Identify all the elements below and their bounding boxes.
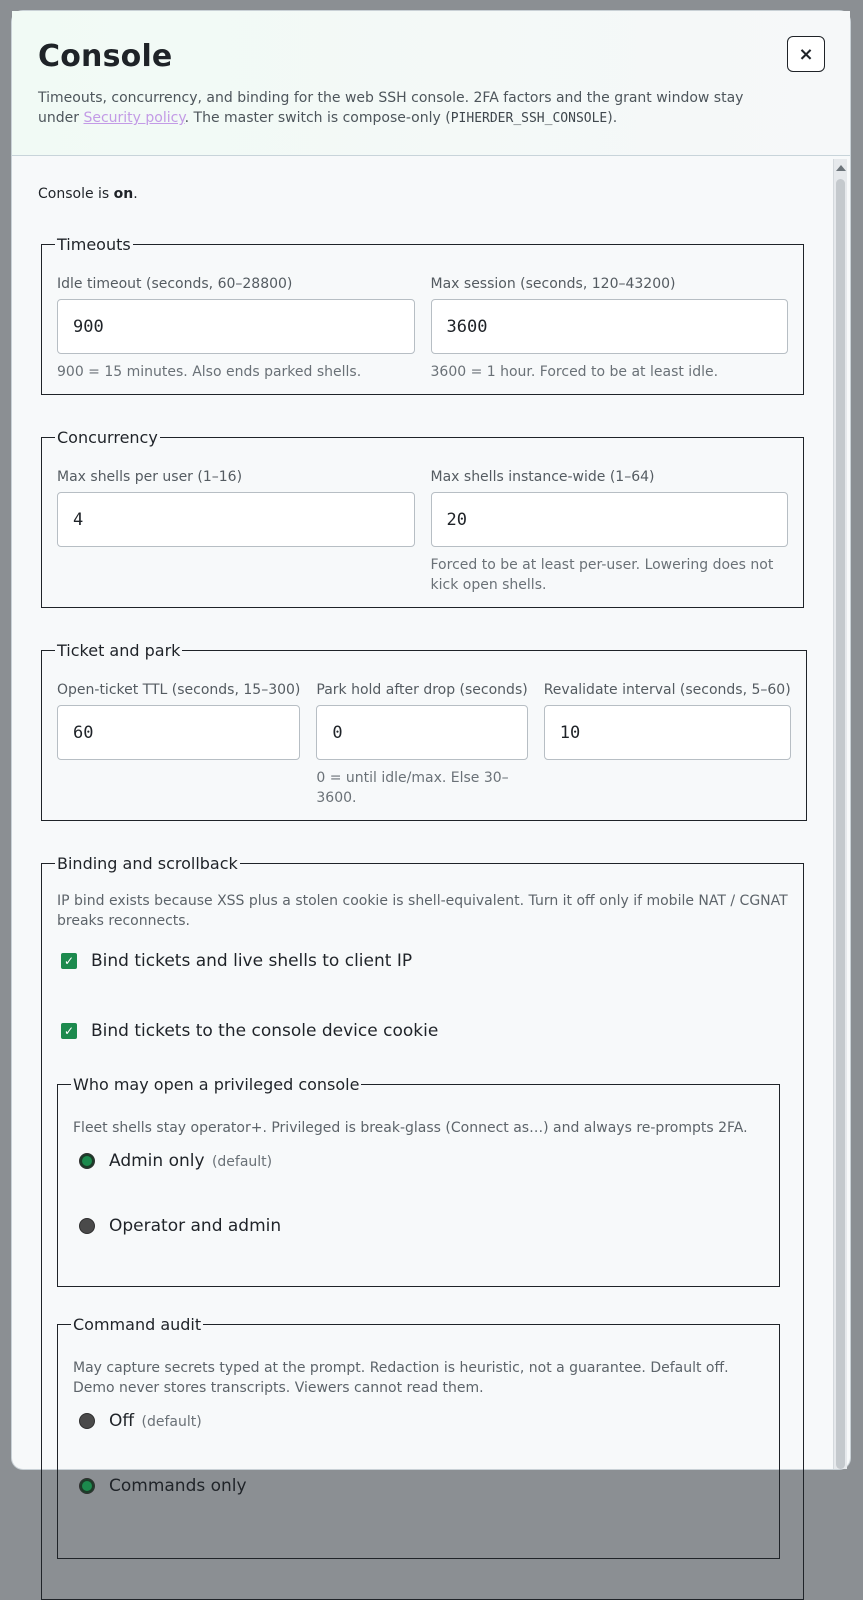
shells-instance-input[interactable]: 20 [431,492,789,547]
radio-unselected-icon [79,1413,95,1429]
binding-section: Binding and scrollback IP bind exists because XSS plus a stolen cookie is shell-equivalent. Turn it off only if mobile NAT / CGNAT breaks reconnects. ✓ Bind tickets and live shells to client IP ✓ Bind tickets to the console device cookie Who may open a privileged console Fleet shells stay operator+. Privileged is break-glass (Connect as…) and always re-prompts 2FA. Admin only (default) Operator and admin Command audit May capture secrets typed at the prompt. Redaction is heuristic, not a guarantee. Default off. Demo never stores transcripts. Viewers cannot read them. Off (default) Commands only [41,854,804,1600]
revalidate-input[interactable]: 10 [544,705,791,760]
radio-selected-icon [79,1153,95,1169]
checkmark-icon: ✓ [61,1023,77,1039]
dialog-scrollbar[interactable] [833,159,847,1469]
timeouts-section [41,235,804,395]
max-session-field: Max session (seconds, 120–43200) 3600 3600 = 1 hour. Forced to be at least idle. [431,276,789,382]
shells-instance-field: Max shells instance-wide (1–64) 20 Forced to be at least per-user. Lowering does not kick open shells. [431,469,789,595]
close-icon: × [798,43,814,65]
bind-cookie-checkbox[interactable]: ✓ Bind tickets to the console device cookie [61,1017,788,1045]
console-status-value: on [113,186,134,202]
ticket-park-section [41,641,807,821]
revalidate-field: Revalidate interval (seconds, 5–60) 10 [544,682,791,808]
shells-per-user-input[interactable]: 4 [57,492,415,547]
privileged-legend: Who may open a privileged console [73,1075,360,1094]
scroll-up-icon[interactable] [836,165,846,171]
radio-admin-only[interactable]: Admin only (default) [79,1148,764,1174]
shells-per-user-field: Max shells per user (1–16) 4 [57,469,415,595]
radio-unselected-icon [79,1218,95,1234]
timeouts-legend: Timeouts [57,235,131,254]
scrollbar-thumb[interactable] [836,179,845,1469]
privileged-console-section: Who may open a privileged console Fleet shells stay operator+. Privileged is break-glass (Connect as…) and always re-prompts 2FA. Admin only (default) Operator and admin [57,1075,780,1287]
ticket-park-legend: Ticket and park [57,641,181,660]
radio-operator-admin[interactable]: Operator and admin [79,1213,764,1239]
console-settings-dialog [11,10,851,1496]
bind-ip-checkbox[interactable]: ✓ Bind tickets and live shells to client IP [61,947,788,975]
max-session-input[interactable]: 3600 [431,299,789,354]
park-hold-input[interactable]: 0 [316,705,527,760]
audit-legend: Command audit [73,1315,202,1334]
env-var-code: PIHERDER_SSH_CONSOLE [450,111,608,126]
command-audit-section: Command audit May capture secrets typed at the prompt. Redaction is heuristic, not a guarantee. Default off. Demo never stores transcripts. Viewers cannot read them. Off (default) Commands only [57,1315,780,1559]
concurrency-legend: Concurrency [57,428,158,447]
dialog-header [12,11,850,156]
checkmark-icon: ✓ [61,953,77,969]
concurrency-section [41,428,804,608]
ticket-ttl-input[interactable]: 60 [57,705,300,760]
console-status: Console is on. [38,186,138,202]
security-policy-link[interactable]: Security policy [83,110,185,126]
idle-timeout-input[interactable]: 900 [57,299,415,354]
idle-timeout-field: Idle timeout (seconds, 60–28800) 900 900 = 15 minutes. Also ends parked shells. [57,276,415,382]
binding-legend: Binding and scrollback [57,854,238,873]
park-hold-field: Park hold after drop (seconds) 0 0 = until idle/max. Else 30–3600. [316,682,528,806]
radio-selected-icon [79,1478,95,1494]
dialog-title: Console [38,39,173,74]
radio-commands-only[interactable]: Commands only [79,1473,764,1499]
close-button[interactable] [787,36,825,72]
radio-audit-off[interactable]: Off (default) [79,1408,764,1434]
dialog-subtitle: Timeouts, concurrency, and binding for the web SSH console. 2FA factors and the grant window stay under Security policy. The master switch is compose-only (PIHERDER_SSH_CONSOLE). [38,90,744,126]
ticket-ttl-field: Open-ticket TTL (seconds, 15–300) 60 [57,682,300,808]
dialog-body [12,156,850,1496]
